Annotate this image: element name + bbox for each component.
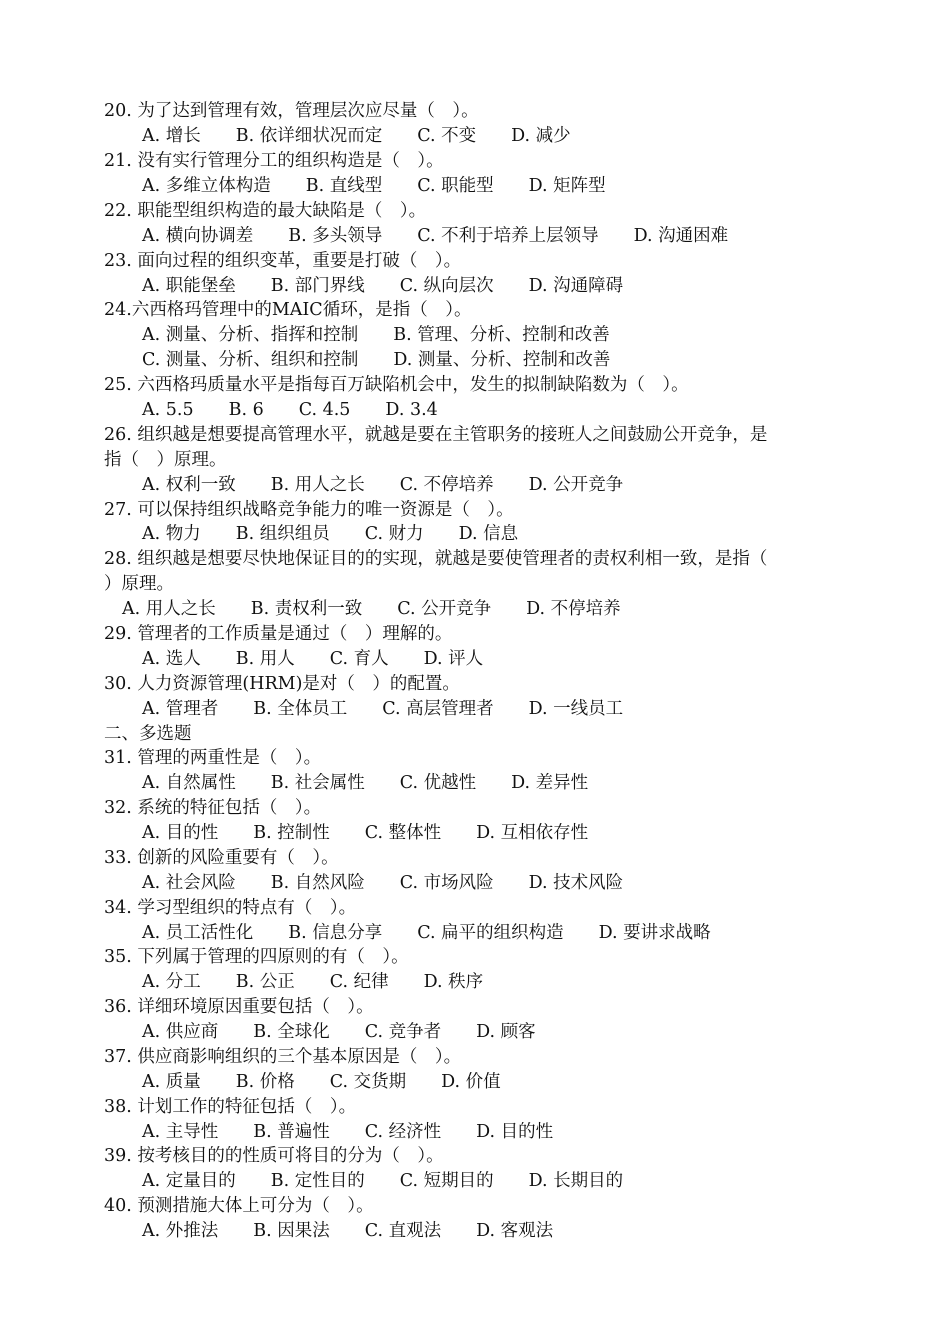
question-25: 25. 六西格玛质量水平是指每百万缺陷机会中，发生的拟制缺陷数为（ ）。 [104, 375, 689, 395]
options-24-ab: A. 测量、分析、指挥和控制 B. 管理、分析、控制和改善 [142, 325, 610, 345]
options-29: A. 选人 B. 用人 C. 育人 D. 评人 [142, 649, 484, 669]
options-20: A. 增长 B. 依详细状况而定 C. 不变 D. 减少 [142, 126, 571, 146]
question-26-cont: 指（ ）原理。 [104, 450, 227, 470]
options-33: A. 社会风险 B. 自然风险 C. 市场风险 D. 技术风险 [142, 873, 624, 893]
question-31: 31. 管理的两重性是（ ）。 [104, 748, 322, 768]
question-40: 40. 预测措施大体上可分为（ ）。 [104, 1196, 374, 1216]
question-26: 26. 组织越是想要提高管理水平，就越是要在主管职务的接班人之间鼓励公开竞争，是 [104, 425, 768, 445]
options-40: A. 外推法 B. 因果法 C. 直观法 D. 客观法 [142, 1221, 554, 1241]
question-33: 33. 创新的风险重要有（ ）。 [104, 848, 339, 868]
question-28-cont: ）原理。 [104, 574, 174, 594]
question-39: 39. 按考核目的的性质可将目的分为（ ）。 [104, 1146, 444, 1166]
options-22: A. 横向协调差 B. 多头领导 C. 不利于培养上层领导 D. 沟通困难 [142, 226, 729, 246]
options-36: A. 供应商 B. 全球化 C. 竞争者 D. 顾客 [142, 1022, 536, 1042]
question-37: 37. 供应商影响组织的三个基本原因是（ ）。 [104, 1047, 462, 1067]
options-39: A. 定量目的 B. 定性目的 C. 短期目的 D. 长期目的 [142, 1171, 624, 1191]
question-24: 24.六西格玛管理中的MAIC循环，是指（ ）。 [104, 300, 472, 320]
options-30: A. 管理者 B. 全体员工 C. 高层管理者 D. 一线员工 [142, 699, 624, 719]
question-29: 29. 管理者的工作质量是通过（ ）理解的。 [104, 624, 453, 644]
options-32: A. 目的性 B. 控制性 C. 整体性 D. 互相依存性 [142, 823, 589, 843]
options-37: A. 质量 B. 价格 C. 交货期 D. 价值 [142, 1072, 501, 1092]
question-30: 30. 人力资源管理(HRM)是对（ ）的配置。 [104, 674, 460, 694]
options-24-cd: C. 测量、分析、组织和控制 D. 测量、分析、控制和改善 [142, 350, 611, 370]
question-28: 28. 组织越是想要尽快地保证目的的实现，就越是要使管理者的责权利相一致，是指（ [104, 549, 768, 569]
question-23: 23. 面向过程的组织变革，重要是打破（ ）。 [104, 251, 462, 271]
question-34: 34. 学习型组织的特点有（ ）。 [104, 898, 357, 918]
options-25: A. 5.5 B. 6 C. 4.5 D. 3.4 [142, 400, 438, 420]
question-32: 32. 系统的特征包括（ ）。 [104, 798, 322, 818]
question-38: 38. 计划工作的特征包括（ ）。 [104, 1097, 357, 1117]
question-21: 21. 没有实行管理分工的组织构造是（ ）。 [104, 151, 444, 171]
options-34: A. 员工活性化 B. 信息分享 C. 扁平的组织构造 D. 要讲求战略 [142, 923, 711, 943]
question-35: 35. 下列属于管理的四原则的有（ ）。 [104, 947, 409, 967]
options-31: A. 自然属性 B. 社会属性 C. 优越性 D. 差异性 [142, 773, 589, 793]
question-36: 36. 详细环境原因重要包括（ ）。 [104, 997, 374, 1017]
options-26: A. 权利一致 B. 用人之长 C. 不停培养 D. 公开竞争 [142, 475, 624, 495]
section-heading: 二、多选题 [104, 724, 192, 744]
options-38: A. 主导性 B. 普遍性 C. 经济性 D. 目的性 [142, 1122, 554, 1142]
options-23: A. 职能堡垒 B. 部门界线 C. 纵向层次 D. 沟通障碍 [142, 276, 624, 296]
options-28: A. 用人之长 B. 责权利一致 C. 公开竞争 D. 不停培养 [122, 599, 621, 619]
question-20: 20. 为了达到管理有效，管理层次应尽量（ ）。 [104, 101, 479, 121]
question-22: 22. 职能型组织构造的最大缺陷是（ ）。 [104, 201, 427, 221]
question-27: 27. 可以保持组织战略竞争能力的唯一资源是（ ）。 [104, 500, 514, 520]
options-35: A. 分工 B. 公正 C. 纪律 D. 秩序 [142, 972, 484, 992]
options-27: A. 物力 B. 组织组员 C. 财力 D. 信息 [142, 524, 519, 544]
options-21: A. 多维立体构造 B. 直线型 C. 职能型 D. 矩阵型 [142, 176, 606, 196]
